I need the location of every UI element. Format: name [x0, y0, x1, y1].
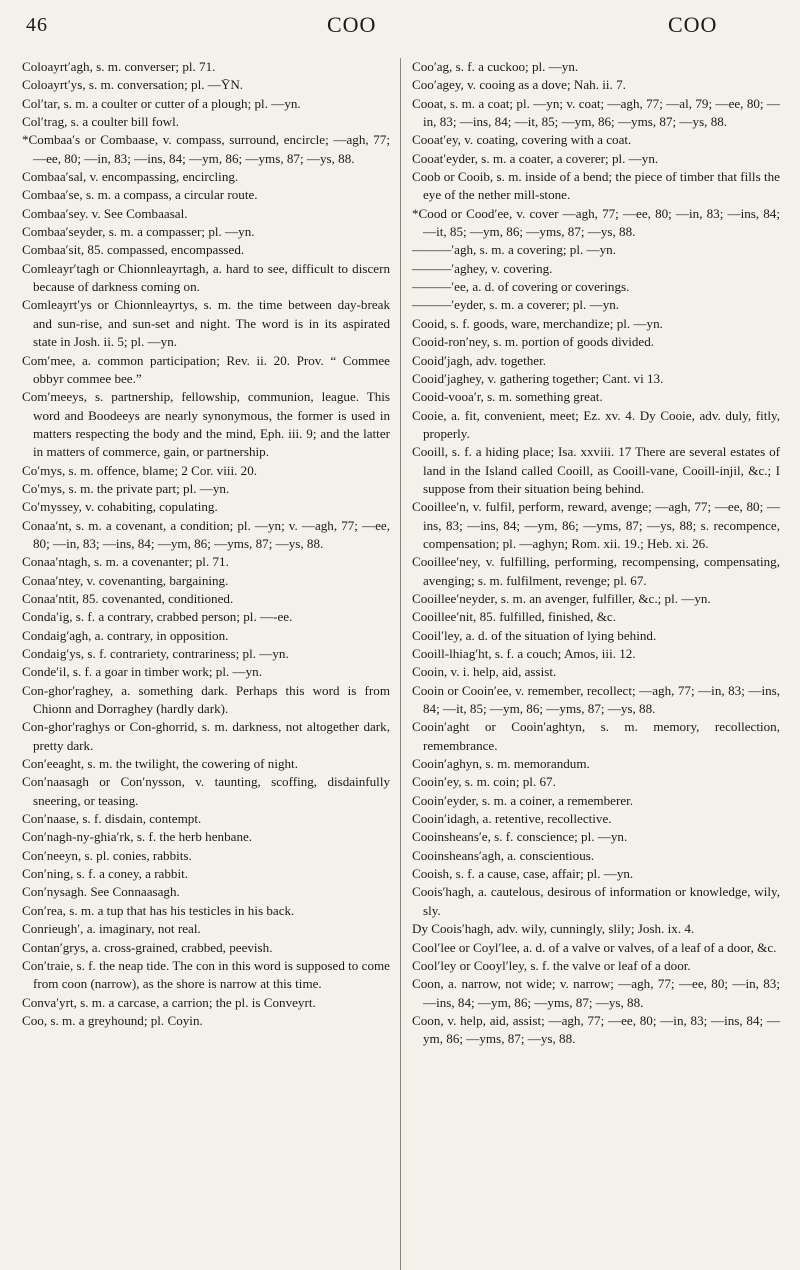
dictionary-entry: Con-ghor′raghys or Con-ghorrid, s. m. darkness, not altogether dark, pretty dark. — [22, 719, 390, 753]
dictionary-entry: Cooat, s. m. a coat; pl. —yn; v. coat; —agh, 77; —al, 79; —ee, 80; —in, 83; —ins, 84; —it, 85; —ym, 86; —yms, 87; —ys, 88. — [412, 95, 780, 130]
dictionary-entry: Conaa′ntagh, s. m. a covenanter; pl. 71. — [22, 554, 229, 570]
dictionary-entry: Cooin′aghyn, s. m. memorandum. — [412, 756, 590, 772]
dictionary-entry: Cooin or Cooin′ee, v. remember, recollect; —agh, 77; —in, 83; —ins, 84; —it, 85; —ym, 86; —yms, 87; —ys, 88. — [412, 682, 780, 717]
guide-word-left: COO — [327, 12, 377, 37]
dictionary-entry: Con′nysagh. See Connaasagh. — [22, 884, 180, 900]
dictionary-entry: Conaa′nt, s. m. a covenant, a condition; pl. —yn; v. —agh, 77; —ee, 80; —in, 83; —ins, 84; —ym, 86; —yms, 87; —ys, 88. — [22, 517, 390, 551]
dictionary-entry: Con′rea, s. m. a tup that has his testicles in his back. — [22, 902, 295, 918]
dictionary-entry: Coo′agey, v. cooing as a dove; Nah. ii. 7. — [412, 77, 626, 93]
dictionary-entry: Co′mys, s. m. the private part; pl. —yn. — [22, 480, 230, 496]
dictionary-entry: Con′ning, s. f. a coney, a rabbit. — [22, 866, 189, 882]
dictionary-entry: Coloayrt′agh, s. m. converser; pl. 71. — [22, 59, 216, 74]
dictionary-entry: Combaa′sey. v. See Combaasal. — [22, 205, 188, 221]
dictionary-entry: Co′mys, s. m. offence, blame; 2 Cor. viii. 20. — [22, 462, 258, 478]
dictionary-entry: Dy Coois′hagh, adv. wily, cunningly, slily; Josh. ix. 4. — [412, 921, 695, 937]
left-column — [22, 58, 400, 1270]
dictionary-entry: Condaig′agh, a. contrary, in opposition. — [22, 627, 229, 643]
dictionary-entry: Conde′il, s. f. a goar in timber work; pl. —yn. — [22, 664, 262, 680]
dictionary-entry: ———′ee, a. d. of covering or coverings. — [412, 279, 630, 295]
dictionary-entry: Cooid′jaghey, v. gathering together; Cant. vi 13. — [412, 370, 664, 386]
dictionary-entry: Cooin, v. i. help, aid, assist. — [412, 664, 557, 680]
dictionary-entry: Contan′grys, a. cross-grained, crabbed, peevish. — [22, 939, 273, 955]
dictionary-entry: Coon, v. help, aid, assist; —agh, 77; —ee, 80; —in, 83; —ins, 84; —ym, 86; —yms, 87; —ys, 88. — [412, 1012, 780, 1047]
dictionary-entry: Cooillee′n, v. fulfil, perform, reward, avenge; —agh, 77; —ee, 80; —ins, 83; —ins, 84; —ym, 86; —yms, 87; —ys, 88; s. recompence, compensation; pl. —aghyn; Rom. xii. 19.; Heb. xi. 26. — [412, 499, 780, 551]
dictionary-entry: Conaa′ntey, v. covenanting, bargaining. — [22, 572, 229, 588]
dictionary-entry: Coo′ag, s. f. a cuckoo; pl. —yn. — [412, 59, 579, 74]
dictionary-entry: Cool′ley or Cooyl′ley, s. f. the valve or leaf of a door. — [412, 957, 691, 973]
dictionary-entry: Cooin′idagh, a. retentive, recollective. — [412, 811, 612, 827]
dictionary-entry: Cooish, s. f. a cause, case, affair; pl. —yn. — [412, 866, 634, 882]
dictionary-entry: Con′traie, s. f. the neap tide. The con in this word is supposed to come from coon (narrow), as the shore is narrow at this time. — [22, 957, 390, 992]
dictionary-entry: Cooinsheans′agh, a. conscientious. — [412, 847, 595, 863]
dictionary-entry: Cooin′aght or Cooin′aghtyn, s. m. memory, recollection, remembrance. — [412, 719, 780, 753]
dictionary-entry: Combaa′seyder, s. m. a compasser; pl. —yn. — [22, 224, 255, 240]
dictionary-entry: Conaa′ntit, 85. covenanted, conditioned. — [22, 590, 234, 606]
dictionary-entry: Coob or Cooib, s. m. inside of a bend; the piece of timber that fills the eye of the nether mill-stone. — [412, 169, 780, 203]
dictionary-entry: Condaig′ys, s. f. contrariety, contrariness; pl. —yn. — [22, 646, 289, 661]
dictionary-entry: Con-ghor′raghey, a. something dark. Perhaps this word is from Chionn and Dorraghey (hardly dark). — [22, 682, 390, 717]
dictionary-entry: ———′agh, s. m. a covering; pl. —yn. — [412, 242, 616, 258]
right-column — [400, 58, 780, 1270]
dictionary-entry: Conrieugh′, a. imaginary, not real. — [22, 921, 201, 937]
dictionary-entry: Cooin′eyder, s. m. a coiner, a rememberer. — [412, 792, 634, 808]
dictionary-entry: Coloayrt′ys, s. m. conversation; pl. —ȲN. — [22, 77, 244, 93]
dictionary-entry: Conda′ig, s. f. a contrary, crabbed person; pl. —-ee. — [22, 609, 293, 625]
dictionary-entry: Com′meeys, s. partnership, fellowship, communion, league. This word and Boodeeys are nearly synonymous, the former is used in matters respecting the body and the mind, Eph. iii. 9; and the latter in matters of commerce, gain, or partnership. — [22, 389, 390, 460]
running-head — [22, 6, 780, 46]
dictionary-entry: Combaa′sit, 85. compassed, encompassed. — [22, 242, 245, 258]
dictionary-entry: Comleayrt′ys or Chionnleayrtys, s. m. the time between day-break and sun-rise, and sun-set and night. The word is in its aspirated state in Josh. ii. 5; pl. —yn. — [22, 297, 390, 350]
dictionary-entry: Con′naase, s. f. disdain, contempt. — [22, 811, 202, 827]
dictionary-entry: Cooie, a. fit, convenient, meet; Ez. xv. 4. Dy Cooie, adv. duly, fitly, properly. — [412, 407, 780, 441]
dictionary-entry: *Cood or Cood′ee, v. cover —agh, 77; —ee, 80; —in, 83; —ins, 84; —it, 85; —ym, 86; —yms, 87; —ys, 88. — [412, 205, 780, 240]
page-number: 46 — [26, 14, 48, 36]
dictionary-entry: Col′tar, s. m. a coulter or cutter of a plough; pl. —yn. — [22, 95, 301, 111]
dictionary-entry: *Combaa′s or Combaase, v. compass, surround, encircle; —agh, 77; —ee, 80; —in, 83; —ins, 84; —ym, 86; —yms, 87; —ys, 88. — [22, 132, 390, 166]
dictionary-entry: Cooill, s. f. a hiding place; Isa. xxviii. 17 There are several estates of land in the Island called Cooill, as Cooill-vane, Cooill-injil, &c.; I suppose from their situation being behind. — [412, 444, 780, 496]
dictionary-entry: ———′eyder, s. m. a coverer; pl. —yn. — [412, 297, 620, 313]
dictionary-entry: Cooinsheans′e, s. f. conscience; pl. —yn. — [412, 829, 628, 845]
dictionary-entry: Co′myssey, v. cohabiting, copulating. — [22, 499, 218, 515]
dictionary-entry: Cooat′eyder, s. m. a coater, a coverer; pl. —yn. — [412, 150, 659, 166]
guide-word-right: COO — [668, 12, 718, 37]
columns — [22, 58, 780, 1270]
dictionary-entry: Coo, s. m. a greyhound; pl. Coyin. — [22, 1012, 203, 1028]
dictionary-entry: Cooid-ron′ney, s. m. portion of goods divided. — [412, 334, 655, 350]
dictionary-entry: Cooid′jagh, adv. together. — [412, 352, 547, 368]
dictionary-entry: Cooil′ley, a. d. of the situation of lying behind. — [412, 627, 657, 643]
dictionary-entry: Combaa′sal, v. encompassing, encircling. — [22, 169, 239, 185]
dictionary-entry: Con′naasagh or Con′nysson, v. taunting, scoffing, disdainfully sneering, or teasing. — [22, 774, 390, 808]
dictionary-entry: Cooillee′neyder, s. m. an avenger, fulfiller, &c.; pl. —yn. — [412, 590, 711, 606]
dictionary-entry: Cooid, s. f. goods, ware, merchandize; pl. —yn. — [412, 315, 663, 331]
dictionary-entry: Cooillee′ney, v. fulfilling, performing, recompensing, compensating, avenging; s. m. fulfilment, revenge; pl. 67. — [412, 554, 780, 588]
dictionary-entry: Comleayr′tagh or Chionnleayrtagh, a. hard to see, difficult to discern because of darkness coming on. — [22, 260, 390, 295]
dictionary-entry: Conva′yrt, s. m. a carcase, a carrion; the pl. is Conveyrt. — [22, 994, 316, 1010]
dictionary-entry: Cool′lee or Coyl′lee, a. d. of a valve or valves, of a leaf of a door, &c. — [412, 939, 777, 955]
dictionary-entry: Com′mee, a. common participation; Rev. ii. 20. Prov. “ Commee obbyr commee bee.” — [22, 352, 390, 386]
dictionary-entry: Cooid-vooa′r, s. m. something great. — [412, 389, 603, 405]
dictionary-entry: Cooillee′nit, 85. fulfilled, finished, &c. — [412, 609, 616, 625]
dictionary-entry: Coon, a. narrow, not wide; v. narrow; —agh, 77; —ee, 80; —in, 83; —ins, 84; —ym, 86; —yms, 87; —ys, 88. — [412, 976, 780, 1010]
dictionary-entry: Cooat′ey, v. coating, covering with a coat. — [412, 132, 632, 148]
dictionary-entry: Coois′hagh, a. cautelous, desirous of information or knowledge, wily, sly. — [412, 884, 780, 918]
dictionary-entry: Con′neeyn, s. pl. conies, rabbits. — [22, 847, 192, 863]
dictionary-entry: Con′nagh-ny-ghia′rk, s. f. the herb henbane. — [22, 829, 253, 845]
dictionary-entry: Col′trag, s. a coulter bill fowl. — [22, 114, 180, 130]
dictionary-entry: Con′eeaght, s. m. the twilight, the cowering of night. — [22, 756, 298, 772]
dictionary-entry: Cooill-lhiag′ht, s. f. a couch; Amos, iii. 12. — [412, 646, 636, 661]
dictionary-entry: ———′aghey, v. covering. — [412, 260, 553, 276]
dictionary-entry: Cooin′ey, s. m. coin; pl. 67. — [412, 774, 556, 790]
dictionary-entry: Combaa′se, s. m. a compass, a circular route. — [22, 187, 258, 203]
